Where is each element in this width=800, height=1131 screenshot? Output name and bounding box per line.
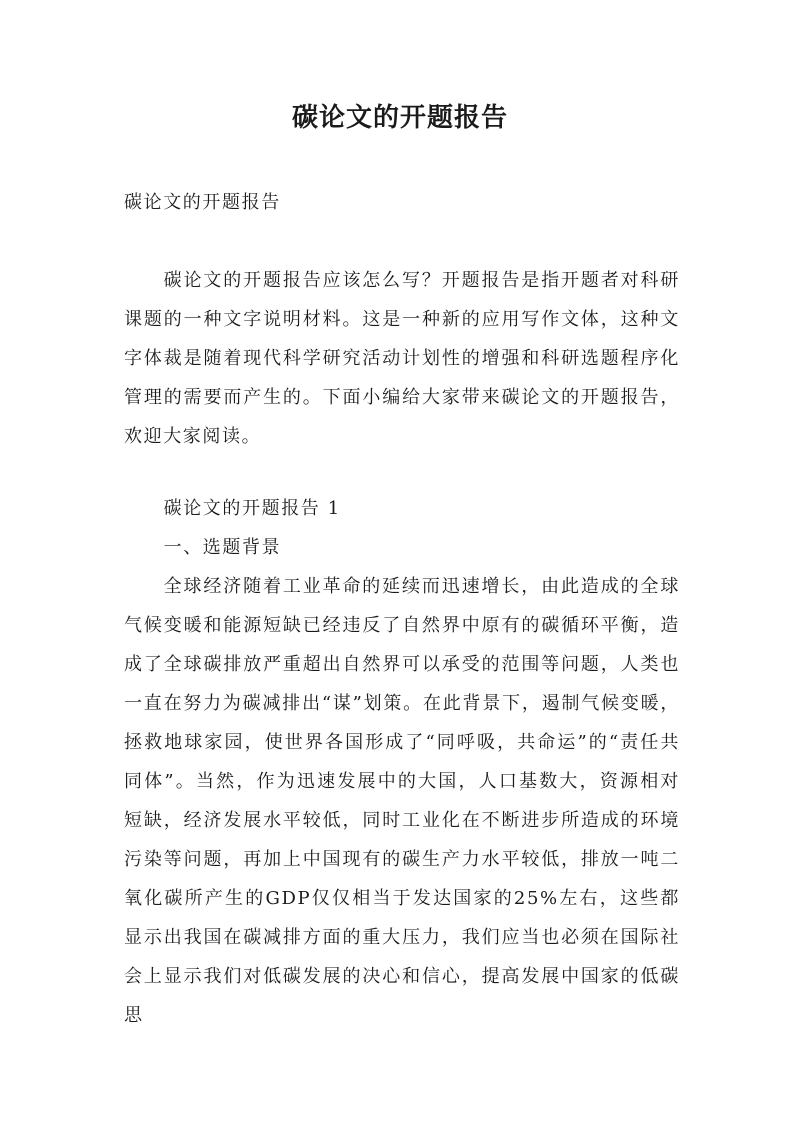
- body-paragraph: 全球经济随着工业革命的延续而迅速增长，由此造成的全球气候变暖和能源短缺已经违反了自然界中原有的碳循环平衡，造成了全球碳排放严重超出自然界可以承受的范围等问题，人类也一直在努力为碳减排出“谋”划策。在此背景下，遏制气候变暖，拯救地球家园，使世界各国形成了“同呼吸，共命运”的“责任共同体”。当然，作为迅速发展中的大国，人口基数大，资源相对短缺，经济发展水平较低，同时工业化在不断进步所造成的环境污染等问题，再加上中国现有的碳生产力水平较低，排放一吨二氧化碳所产生的GDP仅仅相当于发达国家的25%左右，这些都显示出我国在碳减排方面的重大压力，我们应当也必须在国际社会上显示我们对低碳发展的决心和信心，提高发展中国家的低碳思: [124, 576, 680, 1026]
- section-heading: 碳论文的开题报告 1: [163, 498, 341, 519]
- paragraph-spacer: [124, 222, 680, 261]
- intro-paragraph: 碳论文的开题报告应该怎么写？开题报告是指开题者对科研课题的一种文字说明材料。这是一种新的应用写作文体，这种文字体裁是随着现代科学研究活动计划性的增强和科研选题程序化管理的需要而产生的。下面小编给大家带来碳论文的开题报告，欢迎大家阅读。: [124, 270, 680, 447]
- document-subtitle: 碳论文的开题报告: [124, 192, 281, 213]
- document-title: 碳论文的开题报告: [291, 103, 508, 133]
- paragraph-spacer: [124, 456, 680, 489]
- subsection-heading: 一、选题背景: [163, 537, 282, 558]
- document-body: [124, 183, 680, 1035]
